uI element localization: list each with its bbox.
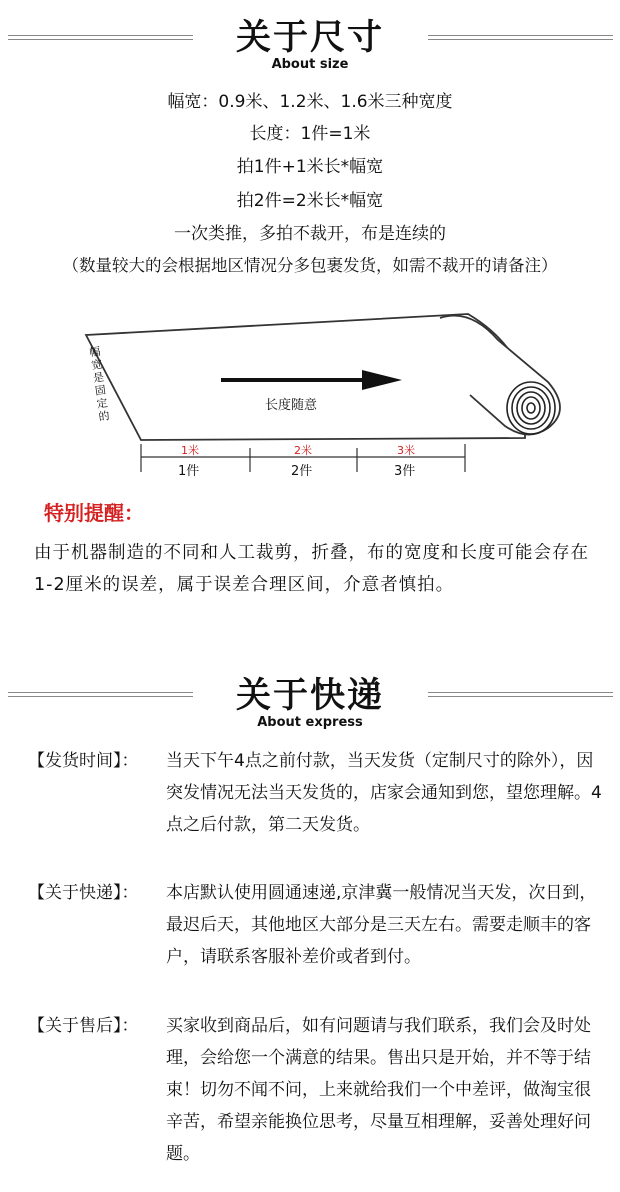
express-item-text: 当天下午4点之前付款，当天发货（定制尺寸的除外），因突发情况无法当天发货的，店家会通知到您，望您理解。4点之后付款，第二天发货。 bbox=[166, 751, 602, 835]
meter-label-3: 3米 bbox=[397, 444, 415, 457]
express-item-text: 本店默认使用圆通速递,京津冀一般情况当天发，次日到，最迟后天，其他地区大部分是三天左右。需要走顺丰的客户，请联系客服补差价或者到付。 bbox=[166, 883, 597, 967]
width-fixed-label: 幅宽是固定的 bbox=[88, 344, 111, 424]
length-free-label: 长度随意 bbox=[265, 398, 318, 413]
size-line-note: （数量较大的会根据地区情况分多包裹发货，如需不裁开的请备注） bbox=[62, 256, 558, 275]
meter-label-2: 2米 bbox=[294, 444, 312, 457]
size-subtitle: About size bbox=[271, 57, 349, 72]
express-item-label: 【关于快递】： bbox=[28, 883, 139, 903]
size-line-width: 幅宽：0.9米、1.2米、1.6米三种宽度 bbox=[167, 92, 453, 112]
piece-label-2: 2件 bbox=[291, 464, 313, 479]
size-line-two: 拍2件=2米长*幅宽 bbox=[236, 191, 384, 211]
reminder-title: 特别提醒： bbox=[44, 501, 144, 525]
express-item-label: 【发货时间】： bbox=[28, 751, 139, 771]
piece-label-3: 3件 bbox=[394, 464, 416, 479]
express-title: 关于快递 bbox=[235, 676, 384, 716]
piece-label-1: 1件 bbox=[178, 464, 200, 479]
meter-label-1: 1米 bbox=[181, 444, 199, 457]
size-title: 关于尺寸 bbox=[235, 18, 384, 58]
express-item-text: 买家收到商品后，如有问题请与我们联系，我们会及时处理，会给您一个满意的结果。售出只是开始，并不等于结束！切勿不闻不问，上来就给我们一个中差评，做淘宝很辛苦，希望亲能换位思考，尽量互相理解，妥善处理好问题。 bbox=[166, 1016, 591, 1164]
reminder-body: 由于机器制造的不同和人工裁剪，折叠，布的宽度和长度可能会存在1-2厘米的误差，属于误差合理区间，介意者慎拍。 bbox=[34, 543, 589, 595]
size-line-length: 长度：1件=1米 bbox=[249, 124, 371, 144]
size-line-continuous: 一次类推，多拍不裁开，布是连续的 bbox=[174, 224, 446, 244]
express-item-label: 【关于售后】： bbox=[28, 1016, 139, 1036]
size-line-one: 拍1件+1米长*幅宽 bbox=[236, 157, 384, 177]
express-subtitle: About express bbox=[257, 715, 363, 730]
